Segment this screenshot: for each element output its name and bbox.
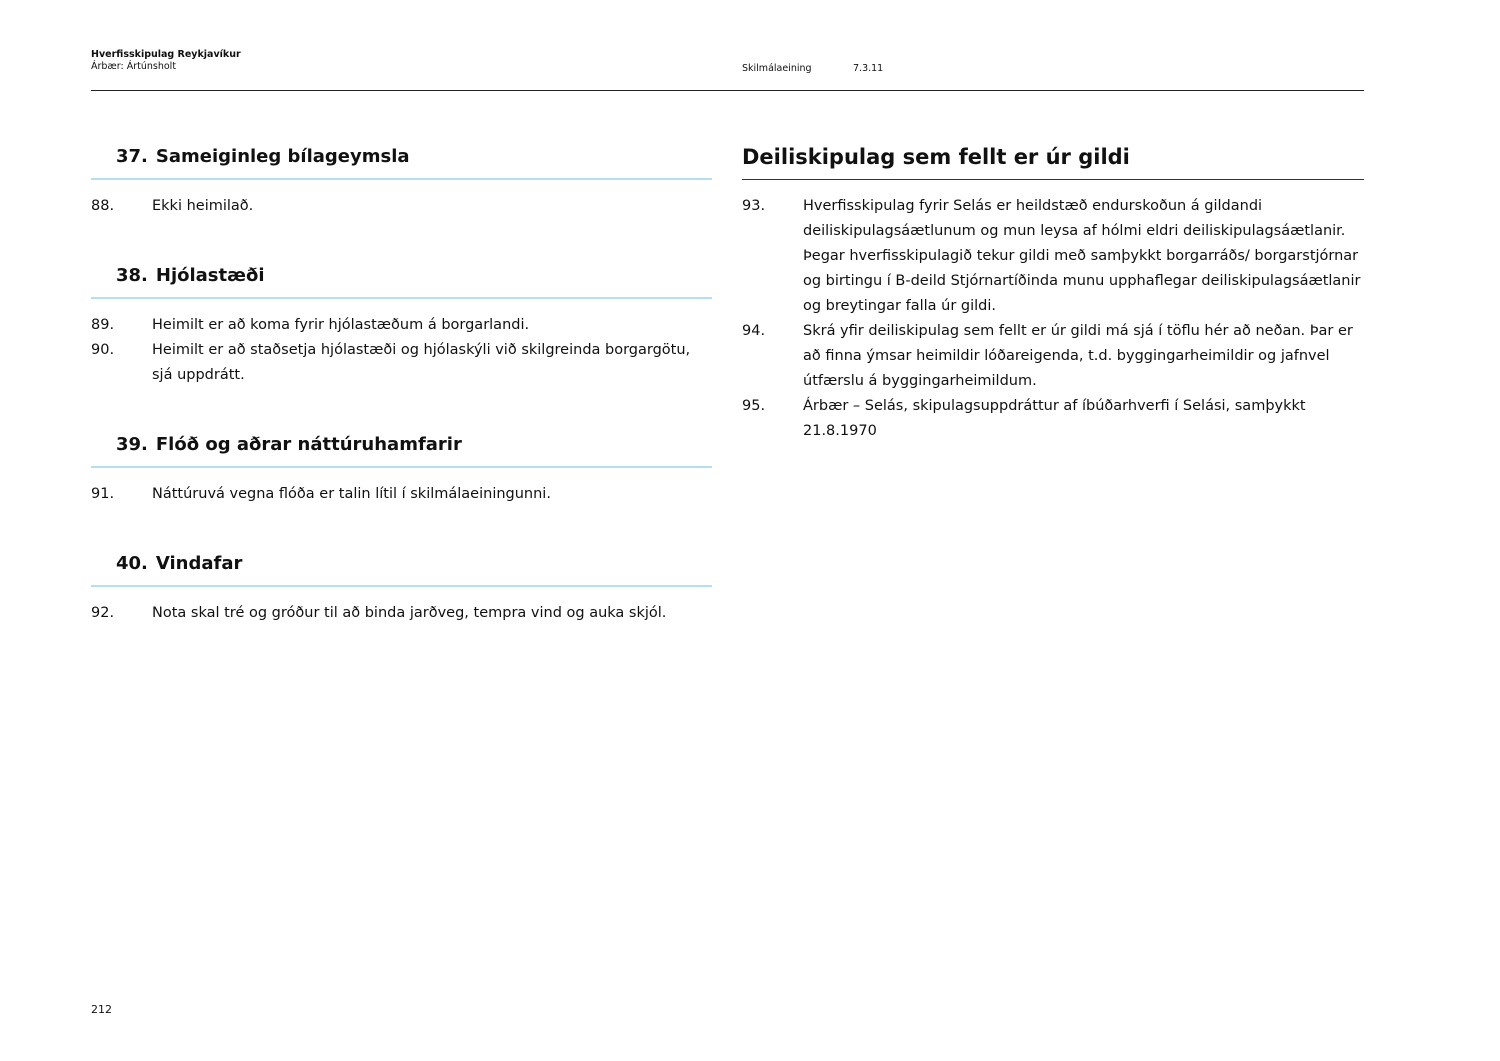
item-number: 88.: [91, 198, 115, 214]
unit-code: 7.3.11: [853, 63, 884, 74]
section-title: Vindafar: [155, 553, 243, 574]
page-header: [91, 49, 1364, 91]
item-number: 91.: [91, 486, 115, 502]
list-item: [742, 319, 1364, 394]
document-subtitle: Árbær: Ártúnsholt: [91, 61, 177, 72]
item-text: Náttúruvá vegna flóða er talin lítil í skilmálaeiningunni.: [152, 486, 551, 502]
section-heading: [91, 428, 712, 468]
section-heading: [91, 140, 712, 180]
section-number: 37.: [116, 146, 148, 167]
list-item: [742, 194, 1364, 319]
list-item: [91, 338, 712, 388]
item-text: Skrá yfir deiliskipulag sem fellt er úr gildi má sjá í töflu hér að neðan. Þar er að finna ýmsar heimildir lóðareigenda, t.d. byggingarheimildir og jafnvel útfærslu á byggingarheimildum.: [803, 323, 1353, 389]
section-38: [91, 259, 712, 388]
section-title: Hjólastæði: [155, 265, 265, 286]
section-number: 40.: [116, 553, 148, 574]
right-heading: Deiliskipulag sem fellt er úr gildi: [742, 140, 1364, 180]
item-number: 89.: [91, 317, 115, 333]
item-number: 90.: [91, 342, 115, 358]
item-number: 92.: [91, 605, 115, 621]
item-text: Heimilt er að staðsetja hjólastæði og hjólaskýli við skilgreinda borgargötu, sjá uppdrátt.: [152, 342, 691, 383]
section-title: Flóð og aðrar náttúruhamfarir: [155, 434, 462, 455]
section-39: [91, 428, 712, 507]
item-text: Nota skal tré og gróður til að binda jarðveg, tempra vind og auka skjól.: [152, 605, 667, 621]
list-item: [91, 194, 712, 219]
section-number: 39.: [116, 434, 148, 455]
section-heading: [91, 547, 712, 587]
item-text: Ekki heimilað.: [152, 198, 254, 214]
item-text: Heimilt er að koma fyrir hjólastæðum á borgarlandi.: [152, 317, 530, 333]
item-text: Hverfisskipulag fyrir Selás er heildstæð endurskoðun á gildandi deiliskipulagsáætlunum og mun leysa af hólmi eldri deiliskipulagsáætlanir. Þegar hverfisskipulagið tekur gildi með samþykkt borgarráðs/ borgarstjórnar og birtingu í B-deild Stjórnartíðinda munu upphaflegar deiliskipulagsáætlanir og breytingar falla úr gildi.: [803, 198, 1361, 314]
document-title: Hverfisskipulag Reykjavíkur: [91, 49, 241, 60]
list-item: [91, 482, 712, 507]
item-number: 94.: [742, 323, 766, 339]
list-item: [742, 394, 1364, 444]
section-title: Sameiginleg bílageymsla: [155, 146, 410, 167]
list-item: [91, 601, 712, 626]
right-column: [742, 140, 1364, 444]
section-40: [91, 547, 712, 626]
section-37: [91, 140, 712, 219]
page-number: 212: [91, 1003, 112, 1016]
section-heading: [91, 259, 712, 299]
item-number: 95.: [742, 398, 766, 414]
list-item: [91, 313, 712, 338]
item-number: 93.: [742, 198, 766, 214]
left-column: [91, 140, 712, 666]
unit-label: Skilmálaeining: [742, 63, 812, 74]
section-number: 38.: [116, 265, 148, 286]
item-text: Árbær – Selás, skipulagsuppdráttur af íbúðarhverfi í Selási, samþykkt 21.8.1970: [803, 398, 1306, 439]
